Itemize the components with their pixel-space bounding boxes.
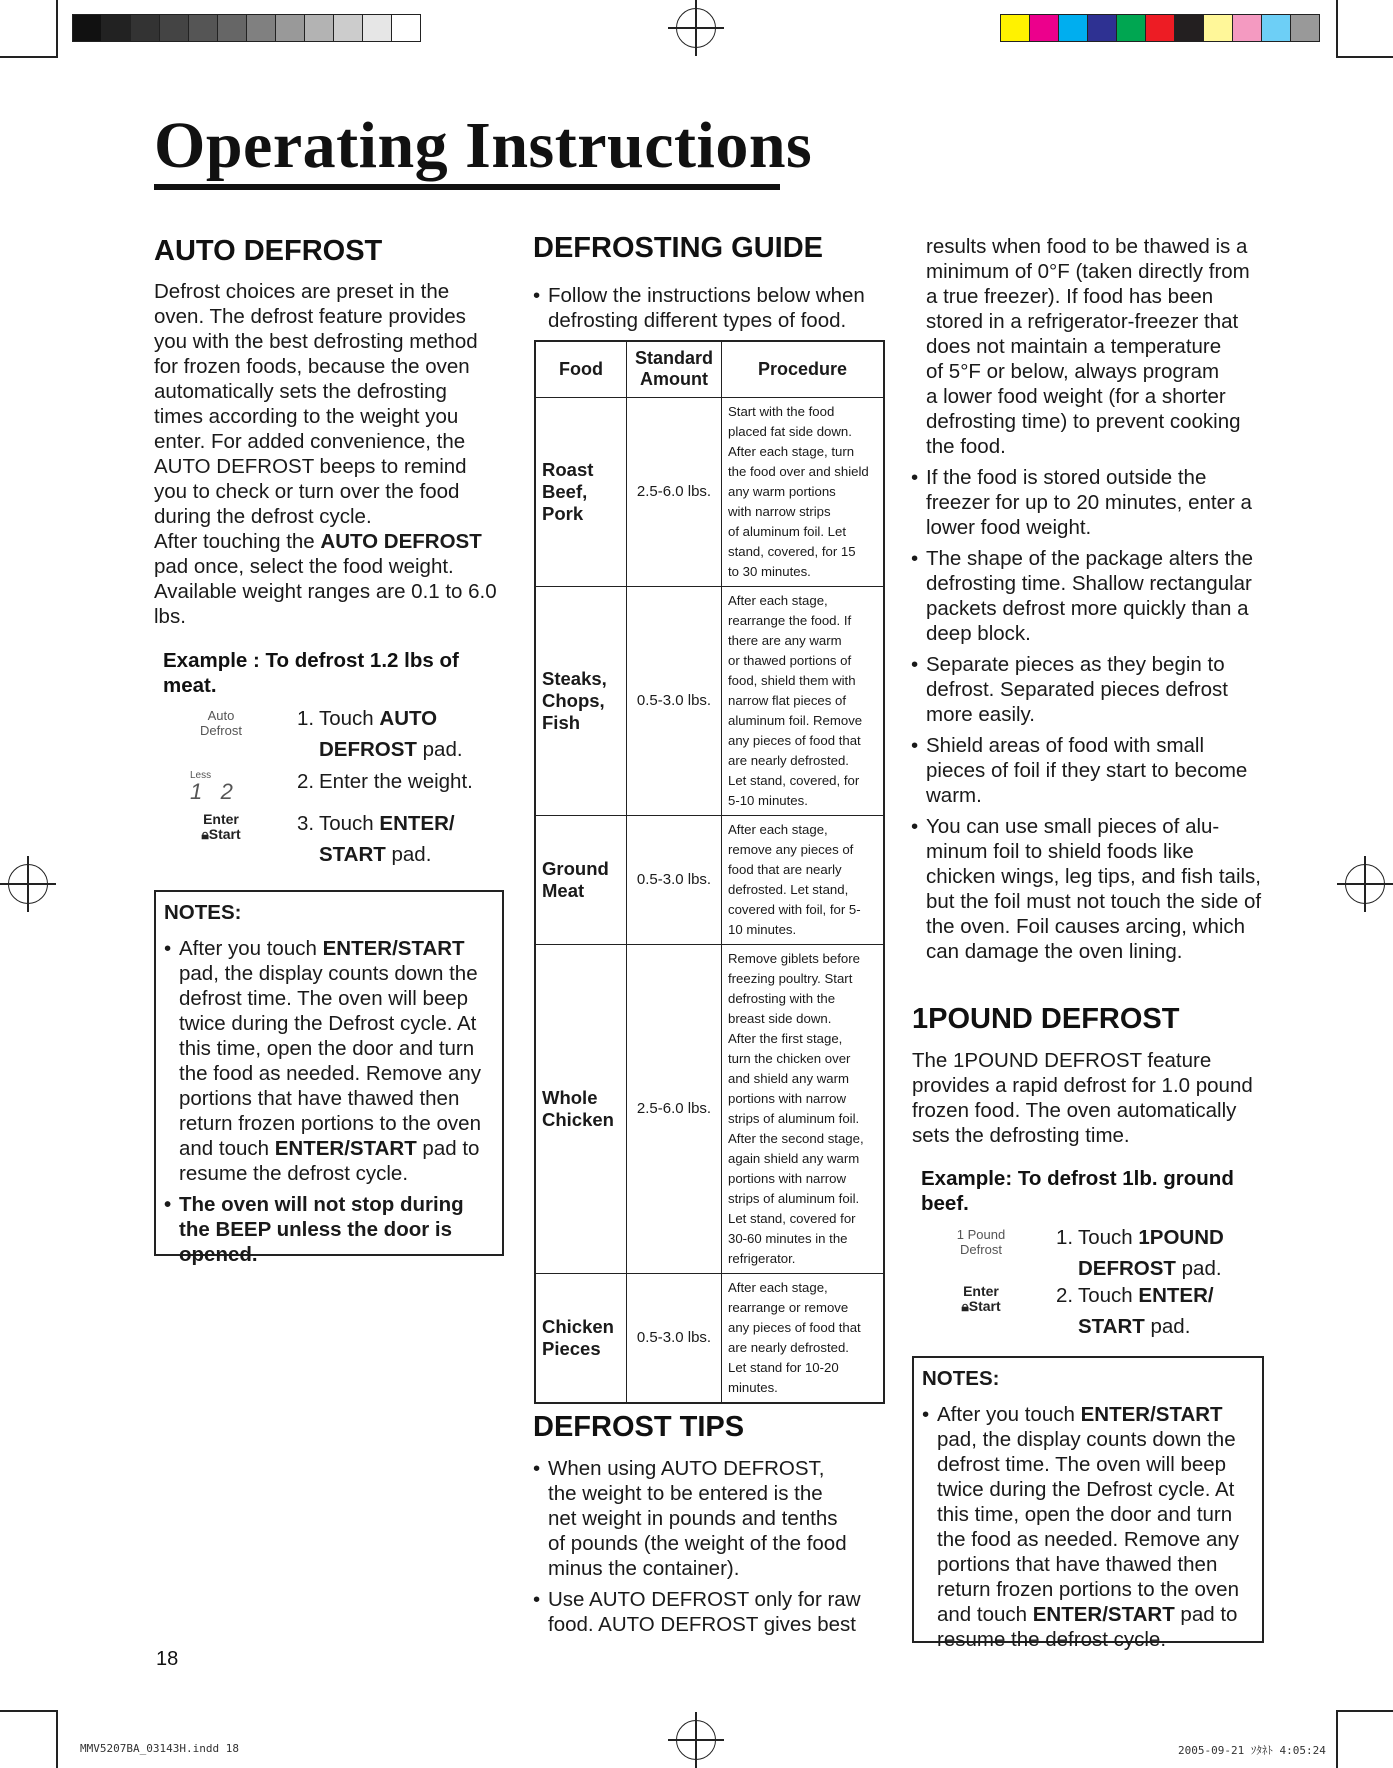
enter-start-pad-icon: Enter 🔒︎Start [961,1283,1001,1314]
food-cell: Whole Chicken [535,944,627,1273]
color-swatch [305,15,334,41]
one-pound-defrost-notes: NOTES: • After you touch ENTER/START pad, the display counts down the defrost time. The oven will beep twice during the Defrost cycle. At this time, open the door and turn the food as needed. Remove any portions that have thawed then return frozen portions to the oven and touch ENTER/START pad to resume the defrost cycle. [912,1356,1264,1643]
procedure-cell: Start with the food placed fat side down. After each stage, turn the food over and shield any warm portions with narrow strips of aluminum foil. Let stand, covered, for 15 to 30 minutes. [722,397,885,586]
amount-cell: 0.5-3.0 lbs. [627,815,722,944]
auto-defrost-step-1: 1. Touch AUTO DEFROST pad. [297,707,463,761]
food-cell: Ground Meat [535,815,627,944]
color-swatch [334,15,363,41]
process-color-bar [1000,14,1320,42]
table-row [535,1273,884,1403]
tip-item: • Use AUTO DEFROST only for raw food. AUTO DEFROST gives best [533,1587,893,1637]
col-standard-amount: Standard Amount [627,341,722,397]
color-swatch [1175,15,1204,41]
tip-item: • The shape of the package alters the defrosting time. Shallow rectangular packets defrost more quickly than a deep block. [911,546,1271,646]
color-swatch [1059,15,1088,41]
amount-cell: 0.5-3.0 lbs. [627,586,722,815]
one-pound-defrost-intro: The 1POUND DEFROST feature provides a rapid defrost for 1.0 pound frozen food. The oven automatically sets the defrosting time. [912,1049,1253,1147]
color-swatch [1146,15,1175,41]
color-swatch [1117,15,1146,41]
color-swatch [1291,15,1319,41]
tip-item: • Separate pieces as they begin to defrost. Separated pieces defrost more easily. [911,652,1271,727]
notes-item: • After you touch ENTER/START pad, the display counts down the defrost time. The oven will beep twice during the Defrost cycle. At this time, open the door and turn the food as needed. Remove any portions that have thawed then return frozen portions to the oven and touch ENTER/START pad to resume the defrost cycle. [922,1402,1258,1652]
table-row [535,944,884,1273]
defrosting-guide-table [534,340,885,1404]
procedure-cell: Remove giblets before freezing poultry. Start defrosting with the breast side down. After the first stage, turn the chicken over and shield any warm portions with narrow strips of aluminum foil. After the second stage, again shield any warm portions with narrow strips of aluminum foil. Let stand, covered for 30-60 minutes in the refrigerator. [722,944,885,1273]
one-pound-defrost-step-1: 1. Touch 1POUND DEFROST pad. [1056,1226,1224,1280]
auto-defrost-step-3: 3. Touch ENTER/ START pad. [297,812,455,866]
color-swatch [392,15,420,41]
amount-cell: 0.5-3.0 lbs. [627,1273,722,1403]
lock-icon: 🔒︎ [961,1298,969,1314]
crop-mark [1336,1710,1338,1768]
auto-defrost-step-2: 2. Enter the weight. [297,770,473,793]
crop-mark [0,56,58,58]
registration-mark [668,0,724,56]
tip-item-continued: results when food to be thawed is a minimum of 0°F (taken directly from a true freezer). If food has been stored in a refrigerator-freezer that does not maintain a temperature of 5°F or below, always program a lower food weight (for a shorter defrosting time) to prevent cooking the food. [926,235,1250,458]
crop-mark [1336,1710,1393,1712]
amount-cell: 2.5-6.0 lbs. [627,944,722,1273]
procedure-cell: After each stage, remove any pieces of food that are nearly defrosted. Let stand, covered with foil, for 5- 10 minutes. [722,815,885,944]
tip-item: • Shield areas of food with small pieces of foil if they start to become warm. [911,733,1271,808]
col-procedure: Procedure [722,341,885,397]
color-swatch [131,15,160,41]
one-pound-defrost-example: Example: To defrost 1lb. ground beef. [921,1167,1234,1215]
color-swatch [363,15,392,41]
crop-mark [56,0,58,58]
notes-item-warning: • The oven will not stop during the BEEP unless the door is opened. [164,1192,498,1267]
color-swatch [1030,15,1059,41]
color-swatch [1262,15,1291,41]
one-pound-defrost-heading: 1POUND DEFROST [912,1003,1180,1035]
defrost-tips-heading: DEFROST TIPS [533,1411,745,1443]
food-cell: Steaks, Chops, Fish [535,586,627,815]
table-row [535,586,884,815]
one-pound-defrost-pad-icon: 1 Pound Defrost [956,1227,1006,1257]
crop-mark [1336,0,1338,58]
one-pound-defrost-step-2: 2. Touch ENTER/ START pad. [1056,1284,1214,1338]
food-cell: Chicken Pieces [535,1273,627,1403]
defrosting-guide-heading: DEFROSTING GUIDE [533,232,824,264]
defrost-tips-list [533,1456,893,1643]
defrosting-guide-intro: • Follow the instructions below when defrosting different types of food. [533,283,893,339]
food-cell: Roast Beef, Pork [535,397,627,586]
tip-item: • You can use small pieces of alu- minum foil to shield foods like chicken wings, leg tips, and fish tails, but the foil must not touch the side of the oven. Foil causes arcing, which can damage the oven lining. [911,814,1271,964]
col-food: Food [535,341,627,397]
amount-cell: 2.5-6.0 lbs. [627,397,722,586]
defrost-tips-list-continued [911,234,1271,970]
color-swatch [1001,15,1030,41]
notes-item: • After you touch ENTER/START pad, the display counts down the defrost time. The oven will beep twice during the Defrost cycle. At this time, open the door and turn the food as needed. Remove any portions that have thawed then return frozen portions to the oven and touch ENTER/START pad to resume the defrost cycle. [164,936,498,1186]
lock-icon: 🔒︎ [201,826,209,842]
color-swatch [160,15,189,41]
footer-file-info: MMV5207BA_03143H.indd 18 [80,1742,239,1755]
procedure-cell: After each stage, rearrange or remove any pieces of food that are nearly defrosted. Let stand for 10-20 minutes. [722,1273,885,1403]
page-number: 18 [156,1648,179,1670]
table-row [535,397,884,586]
registration-mark [1337,856,1393,912]
color-swatch [218,15,247,41]
color-swatch [1088,15,1117,41]
tip-item: • When using AUTO DEFROST, the weight to be entered is the net weight in pounds and tenths of pounds (the weight of the food minus the container). [533,1456,893,1581]
auto-defrost-pad-icon: Auto Defrost [200,708,242,738]
footer-timestamp: 2005-09-21 ｿﾀﾈﾄ 4:05:24 [1178,1744,1326,1757]
tip-item: • If the food is stored outside the freezer for up to 20 minutes, enter a lower food weight. [911,465,1271,540]
color-swatch [247,15,276,41]
auto-defrost-intro: Defrost choices are preset in the oven. The defrost feature provides you with the best defrosting method for frozen foods, because the oven automatically sets the defrosting times according to the weight you enter. For added convenience, the AUTO DEFROST beeps to remind you to check or turn over the food during the defrost cycle. After touching the AUTO DEFROST pad once, select the food weight. Available weight ranges are 0.1 to 6.0 lbs. [154,280,497,628]
title-underline [154,184,780,190]
table-row [535,815,884,944]
color-swatch [102,15,131,41]
color-swatch [1204,15,1233,41]
number-pad-icon: Less 1 2 [190,770,233,804]
auto-defrost-heading: AUTO DEFROST [154,235,383,267]
color-swatch [73,15,102,41]
color-swatch [189,15,218,41]
registration-mark [668,1712,724,1768]
crop-mark [1336,56,1393,58]
registration-mark [0,856,56,912]
auto-defrost-notes: NOTES: • After you touch ENTER/START pad, the display counts down the defrost time. The oven will beep twice during the Defrost cycle. At this time, open the door and turn the food as needed. Remove any portions that have thawed then return frozen portions to the oven and touch ENTER/START pad to resume the defrost cycle. • The oven will not stop during the BEEP unless the door is opened. [154,890,504,1256]
gray-color-bar [72,14,421,42]
auto-defrost-example: Example : To defrost 1.2 lbs of meat. [163,649,459,697]
color-swatch [276,15,305,41]
procedure-cell: After each stage, rearrange the food. If there are any warm or thawed portions of food, shield them with narrow flat pieces of aluminum foil. Remove any pieces of food that are nearly defrosted. Let stand, covered, for 5-10 minutes. [722,586,885,815]
crop-mark [56,1710,58,1768]
crop-mark [0,1710,58,1712]
color-swatch [1233,15,1262,41]
enter-start-pad-icon: Enter 🔒︎Start [201,811,241,842]
page-title: Operating Instructions [154,109,813,182]
